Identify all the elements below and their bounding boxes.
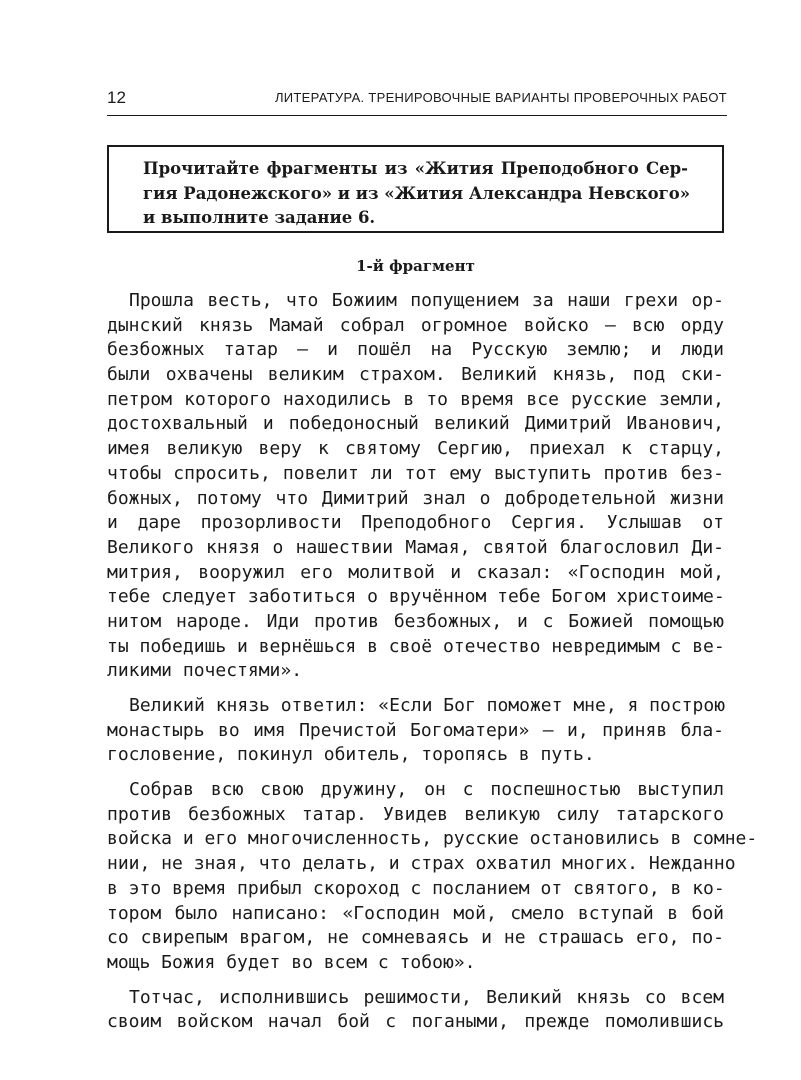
text-line: нии, не зная, что делать, и страх охватил многих. Нежданно xyxy=(107,853,736,875)
text-line: Великий князь ответил: «Если Бог поможет мне, я построю xyxy=(129,695,726,716)
text-line: и даре прозорливости Преподобного Сергия. Услышав от xyxy=(107,512,724,534)
text-line: нитом народе. Иди против безбожных, и с Божией помощью xyxy=(107,610,724,632)
text-line: тебе следует заботиться о вручённом тебе Богом христоиме- xyxy=(107,586,725,608)
paragraph xyxy=(107,986,724,1035)
text-line: дынский князь Мамай собрал огромное войско — всю орду xyxy=(107,314,724,336)
text-line: имея великую веру к святому Сергию, приехал к старцу, xyxy=(107,438,724,460)
task-instruction-text xyxy=(143,157,691,231)
text-line: со свирепым врагом, не сомневаясь и не страшась его, по- xyxy=(107,927,724,949)
text-line: своим войском начал бой с погаными, прежде помолившись xyxy=(107,1011,724,1033)
text-line: митрия, вооружил его молитвой и сказал: «Господин мой, xyxy=(107,561,724,583)
task-instruction-box xyxy=(107,145,724,233)
running-title: ЛИТЕРАТУРА. ТРЕНИРОВОЧНЫЕ ВАРИАНТЫ ПРОВЕРОЧНЫХ РАБОТ xyxy=(274,90,727,105)
text-line: в это время прибыл скороход с посланием от святого, в ко- xyxy=(107,877,725,899)
text-line: достохвальный и победоносный великий Димитрий Иванович, xyxy=(107,413,724,435)
task-line: и выполните задание 6. xyxy=(143,208,376,228)
text-line: были охвачены великим страхом. Великий князь, под ски- xyxy=(107,364,724,386)
running-header xyxy=(107,88,727,112)
header-divider xyxy=(107,115,727,116)
text-line: монастырь во имя Пречистой Богоматери» — и, приняв бла- xyxy=(107,719,724,741)
page-number: 12 xyxy=(107,88,126,107)
text-line: Собрав всю свою дружину, он с поспешностью выступил xyxy=(129,779,724,801)
paragraph xyxy=(107,694,724,768)
text-line: тором было написано: «Господин мой, смело вступай в бой xyxy=(107,902,724,924)
text-line: гословение, покинул обитель, торопясь в путь. xyxy=(107,744,595,766)
text-line: Тотчас, исполнившись решимости, Великий князь со всем xyxy=(129,986,724,1008)
fragment-body xyxy=(107,289,758,1045)
text-line: мощь Божия будет во всем с тобою». xyxy=(107,951,476,973)
text-line: ликими почестями». xyxy=(107,660,303,682)
fragment-title: 1-й фрагмент xyxy=(356,257,475,275)
text-line: ты победишь и вернёшься в своё отечество невредимым с ве- xyxy=(107,635,725,657)
text-line: Великого князя о нашествии Мамая, святой благословил Ди- xyxy=(107,536,724,558)
paragraph xyxy=(107,289,724,684)
task-line: гия Радонежского» и из «Жития Александра Невского» xyxy=(143,183,691,203)
text-line: против безбожных татар. Увидев великую силу татарского xyxy=(107,803,724,825)
text-line: войска и его многочисленность, русские остановились в сомне- xyxy=(107,828,758,850)
text-line: петром которого находились в то время все русские земли, xyxy=(107,388,724,410)
text-line: чтобы спросить, повелит ли тот ему выступить против без- xyxy=(107,462,724,484)
paragraph xyxy=(107,778,758,976)
task-line: Прочитайте фрагменты из «Жития Преподобного Сер- xyxy=(143,159,688,178)
text-line: божных, потому что Димитрий знал о добродетельной жизни xyxy=(107,487,724,509)
text-line: безбожных татар — и пошёл на Русскую землю; и люди xyxy=(107,339,724,361)
text-line: Прошла весть, что Божиим попущением за наши грехи ор- xyxy=(129,290,724,311)
